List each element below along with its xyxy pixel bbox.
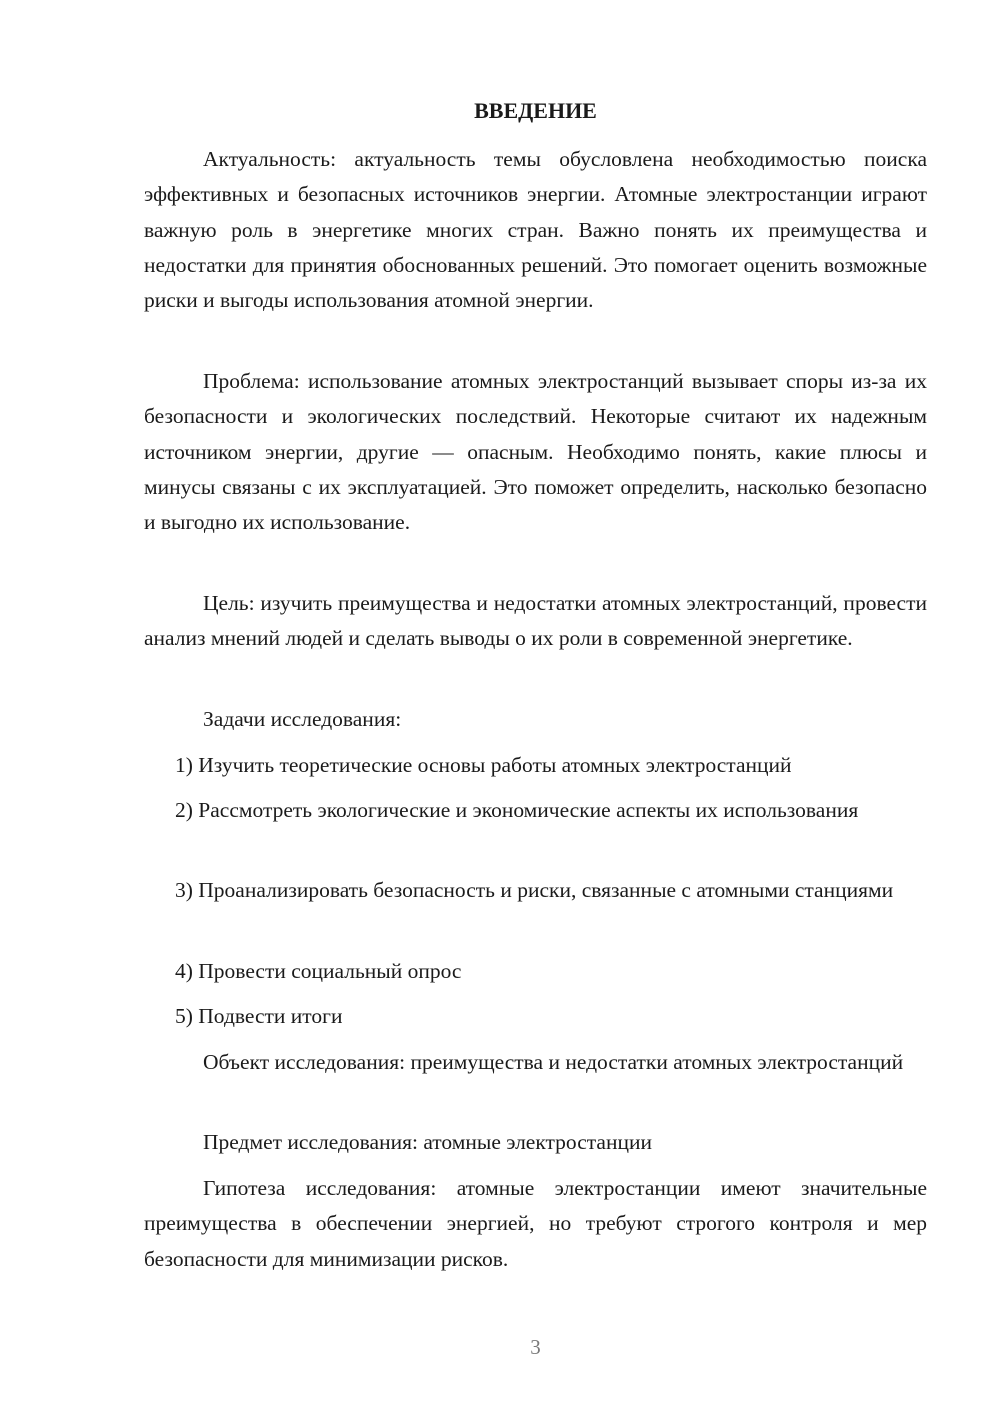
task-item-5: 5) Подвести итоги xyxy=(175,1004,343,1028)
task-item-4: 4) Провести социальный опрос xyxy=(175,959,462,983)
paragraph-hypothesis: Гипотеза исследования: атомные электростанции имеют значительные преимущества в обеспечении энергией, но требуют строгого контроля и мер безопасности для минимизации рисков. xyxy=(144,1176,927,1271)
paragraph-problem: Проблема: использование атомных электростанций вызывает споры из-за их безопасности и экологических последствий. Некоторые считают их надежным источником энергии, другие — опасным. Необходимо понять, какие плюсы и минусы связаны с их эксплуатацией. Это поможет определить, насколько безопасно и выгодно их использование. xyxy=(144,369,927,535)
paragraph-object: Объект исследования: преимущества и недостатки атомных электростанций xyxy=(203,1050,904,1074)
paragraph-goal: Цель: изучить преимущества и недостатки атомных электростанций, провести анализ мнений людей и сделать выводы о их роли в современной энергетике. xyxy=(144,591,927,651)
page-number: 3 xyxy=(530,1335,541,1359)
paragraph-relevance: Актуальность: актуальность темы обусловлена необходимостью поиска эффективных и безопасных источников энергии. Атомные электростанции играют важную роль в энергетике многих стран. Важно понять их преимущества и недостатки для принятия обоснованных решений. Это помогает оценить возможные риски и выгоды использования атомной энергии. xyxy=(144,147,927,313)
tasks-title: Задачи исследования: xyxy=(203,707,402,731)
task-item-1: 1) Изучить теоретические основы работы атомных электростанций xyxy=(175,753,792,777)
paragraph-subject: Предмет исследования: атомные электростанции xyxy=(203,1130,652,1154)
section-heading: ВВЕДЕНИЕ xyxy=(474,98,597,123)
document-page xyxy=(144,0,927,1414)
task-item-2: 2) Рассмотреть экологические и экономические аспекты их использования xyxy=(175,798,859,822)
task-item-3: 3) Проанализировать безопасность и риски, связанные с атомными станциями xyxy=(175,878,894,902)
